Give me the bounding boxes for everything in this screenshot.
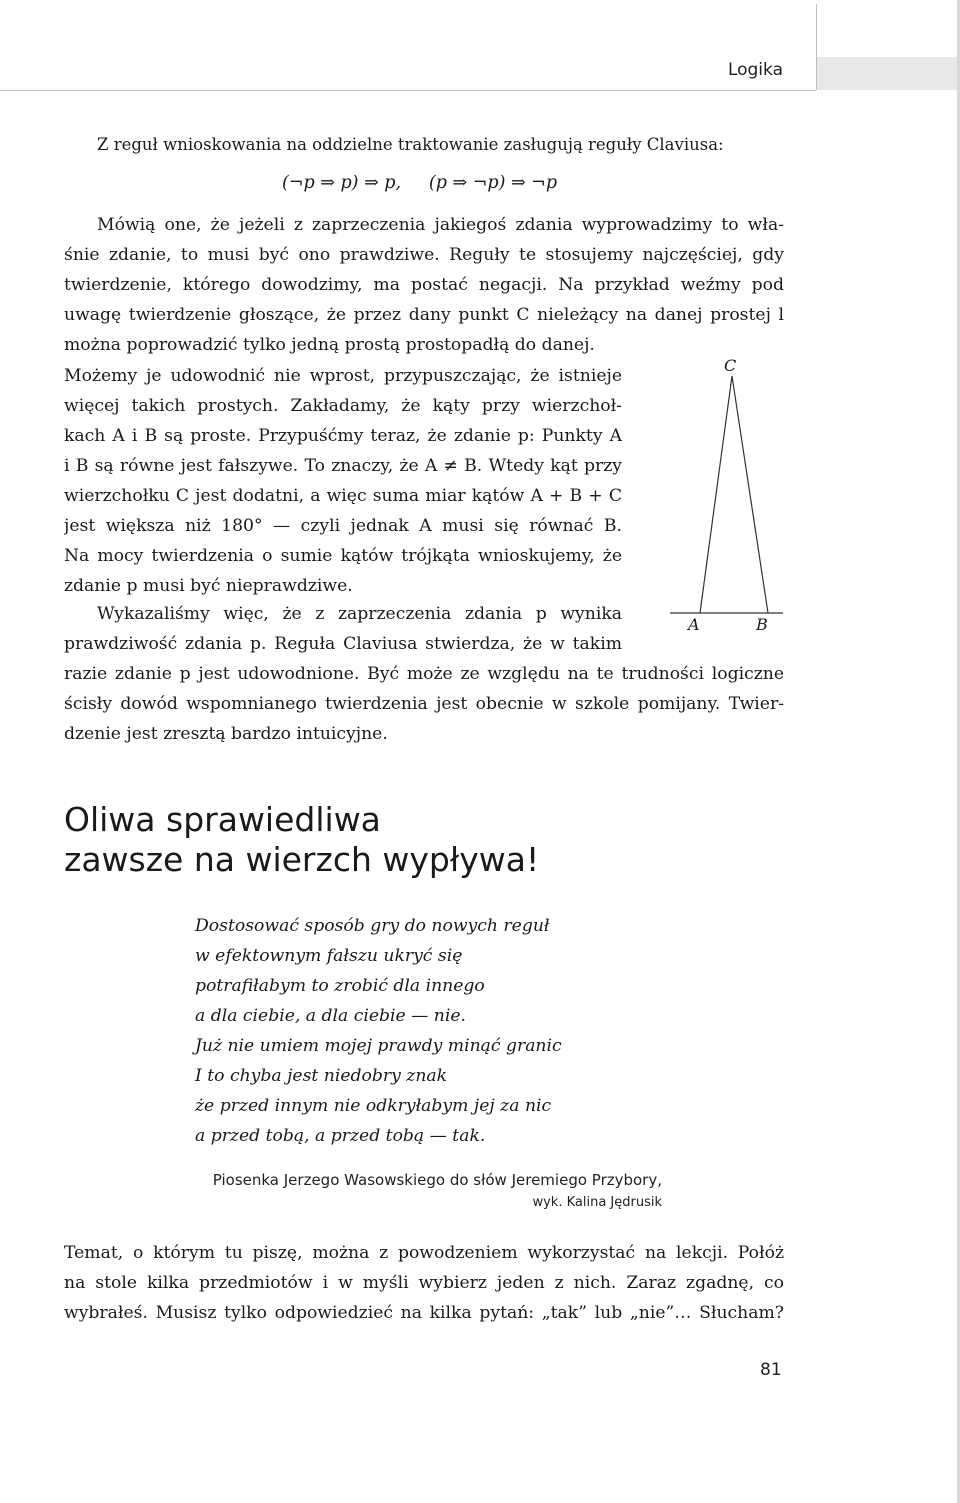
triangle-figure xyxy=(670,350,800,640)
text-line: zdanie p musi być nieprawdziwe. xyxy=(64,576,353,596)
closing-paragraph xyxy=(64,1238,784,1328)
text-line: jest większa niż 180° — czyli jednak A musi się równać B. xyxy=(64,516,622,536)
header-corner-block xyxy=(817,57,960,90)
text-line: dzenie jest zresztą bardzo intuicyjne. xyxy=(64,724,388,744)
section-title-line: Oliwa sprawiedliwa xyxy=(64,800,381,839)
lyric-line: w efektownym fałszu ukryć się xyxy=(195,946,463,966)
performer-line: wyk. Kalina Jędrusik xyxy=(532,1195,662,1210)
header-rule xyxy=(0,90,816,91)
lyric-line: I to chyba jest niedobry znak xyxy=(195,1066,448,1086)
credit-line: Piosenka Jerzego Wasowskiego do słów Jeremiego Przybory, xyxy=(212,1171,662,1189)
text-line: Możemy je udowodnić nie wprost, przypuszczając, że istnieje xyxy=(64,366,622,386)
text-line: twierdzenie, którego dowodzimy, ma postać negacji. Na przykład weźmy pod xyxy=(64,275,784,295)
lyric-line: że przed innym nie odkryłabym jej za nic xyxy=(195,1096,552,1116)
lyric-line: potrafiłabym to zrobić dla innego xyxy=(195,976,485,996)
text-line: prawdziwość zdania p. Reguła Claviusa stwierdza, że w takim xyxy=(64,634,622,654)
song-credit xyxy=(213,1167,662,1213)
triangle-side-cb xyxy=(732,376,768,613)
text-line: Temat, o którym tu piszę, można z powodzeniem wykorzystać na lekcji. Połóż xyxy=(64,1243,784,1263)
vertex-label-a: A xyxy=(688,615,700,634)
text-line: razie zdanie p jest udowodnione. Być może ze względu na te trudności logiczne xyxy=(64,664,784,684)
intro-line: Z reguł wnioskowania na oddzielne traktowanie zasługują reguły Claviusa: xyxy=(97,135,724,154)
clavius-formula: (¬p ⇒ p) ⇒ p, (p ⇒ ¬p) ⇒ ¬p xyxy=(282,173,558,193)
paragraph-1 xyxy=(64,210,784,360)
text-line: ścisły dowód wspomnianego twierdzenia jest obecnie w szkole pomijany. Twier- xyxy=(64,694,784,714)
text-line: Na mocy twierdzenia o sumie kątów trójkąta wnioskujemy, że xyxy=(64,546,622,566)
triangle-side-ca xyxy=(700,376,732,613)
vertex-label-b: B xyxy=(756,615,768,634)
text-line: Mówią one, że jeżeli z zaprzeczenia jakiegoś zdania wyprowadzimy to wła- xyxy=(97,215,784,235)
lyric-line: Dostosować sposób gry do nowych reguł xyxy=(195,916,550,936)
text-line: i B są równe jest fałszywe. To znaczy, że A ≠ B. Wtedy kąt przy xyxy=(64,456,622,476)
vertex-label-c: C xyxy=(724,356,737,375)
page-number: 81 xyxy=(760,1360,782,1380)
text-line: uwagę twierdzenie głoszące, że przez dany punkt C nieleżący na danej prostej l xyxy=(64,305,784,325)
running-header: Logika xyxy=(727,60,783,80)
text-line: wybrałeś. Musisz tylko odpowiedzieć na kilka pytań: „tak” lub „nie”… Słucham? xyxy=(64,1303,784,1323)
lyric-line: a przed tobą, a przed tobą — tak. xyxy=(195,1126,486,1146)
song-lyrics xyxy=(195,911,562,1151)
lyric-line: Już nie umiem mojej prawdy minąć granic xyxy=(195,1036,562,1056)
paragraph-2 xyxy=(64,361,622,601)
text-line: więcej takich prostych. Zakładamy, że kąty przy wierzchoł- xyxy=(64,396,622,416)
intro-paragraph xyxy=(97,130,777,160)
text-line: kach A i B są proste. Przypuśćmy teraz, że zdanie p: Punkty A xyxy=(64,426,622,446)
text-line: śnie zdanie, to musi być ono prawdziwe. Reguły te stosujemy najczęściej, gdy xyxy=(64,245,784,265)
text-line: na stole kilka przedmiotów i w myśli wybierz jeden z nich. Zaraz zgadnę, co xyxy=(64,1273,784,1293)
section-title-line: zawsze na wierzch wypływa! xyxy=(64,840,540,879)
lyric-line: a dla ciebie, a dla ciebie — nie. xyxy=(195,1006,467,1026)
text-line: Wykazaliśmy więc, że z zaprzeczenia zdania p wynika xyxy=(97,604,622,624)
text-line: wierzchołku C jest dodatni, a więc suma miar kątów A + B + C xyxy=(64,486,622,506)
text-line: można poprowadzić tylko jedną prostą prostopadłą do danej. xyxy=(64,335,595,355)
section-title xyxy=(64,800,539,880)
